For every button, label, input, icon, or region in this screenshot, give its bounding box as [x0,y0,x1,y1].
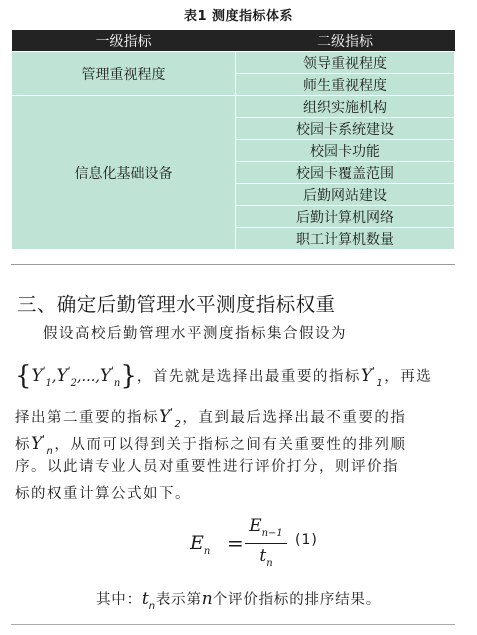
formula-note [0,588,477,612]
y-symbol: Y [56,366,68,386]
subscript: n [266,558,273,569]
t-symbol: t [141,589,149,609]
paragraph-line-6: 标的权重计算公式如下。 [15,486,191,502]
subscript: 1 [45,378,52,389]
subscript: n [203,546,211,557]
ellipsis: ,..., [76,369,100,385]
level2-cell: 后勤网站建设 [236,184,455,206]
prime-mark: ' [42,366,46,377]
table-row [12,96,455,118]
subscript: n [113,378,121,389]
level2-cell: 后勤计算机网络 [236,206,455,228]
n-symbol: n [201,589,213,609]
fraction-bar [245,543,287,544]
prime-mark: ' [67,366,71,377]
table-row [12,52,455,74]
e-symbol: E [249,516,262,536]
y-symbol: Y [360,366,373,386]
prime-mark: ' [170,407,175,418]
header-level1: 一级指标 [12,30,236,52]
subscript: 1 [376,378,385,389]
y-symbol: Y [159,407,171,427]
page-bottom-rule [11,624,455,625]
right-brace: } [120,361,137,391]
table-caption: 表1 测度指标体系 [183,9,294,24]
level2-cell: 职工计算机数量 [236,228,455,250]
level1-cell-management: 管理重视程度 [12,52,236,96]
left-brace: { [15,361,32,391]
weight-formula [190,516,390,576]
text-run: ，直到最后选择出最不重要的指 [182,410,407,426]
y-symbol: Y [31,366,43,386]
level2-cell: 组织实施机构 [236,96,455,118]
level2-cell: 领导重视程度 [236,52,455,74]
subscript: 2 [174,419,183,430]
subscript: 2 [70,378,77,389]
prime-mark: ' [42,434,47,445]
level2-cell: 校园卡覆盖范围 [236,162,455,184]
equals-sign: = [227,531,244,555]
text-run: 表示第 [155,592,202,608]
level1-cell-infrastructure: 信息化基础设备 [12,96,236,250]
table-bottom-rule [11,264,455,265]
prime-mark: ' [372,366,377,377]
formula-numerator [245,516,287,539]
paragraph-line-2 [15,362,462,394]
indicator-table [11,30,455,250]
text-run: 标 [15,437,31,453]
formula-lhs [190,532,210,557]
subscript: n [46,446,55,457]
level2-cell: 师生重视程度 [236,74,455,96]
formula-denominator [245,546,287,569]
paragraph-line-5: 序。以此请专业人员对重要性进行评价打分，则评价指 [15,459,399,475]
text-run: ，从而可以得到关于指标之间有关重要性的排列顺 [54,437,407,453]
text-run: 择出第二重要的指标 [15,410,159,426]
equation-number: (1) [295,532,318,548]
t-symbol: t [259,546,267,566]
text-run: 个评价指标的排序结果。 [212,592,382,608]
subscript: n [148,601,156,612]
comma: , [51,369,57,385]
y-symbol: Y [99,366,112,386]
section-heading: 三、确定后勤管理水平测度指标权重 [17,293,336,316]
text-run: ，再选 [384,369,433,385]
y-symbol: Y [31,434,43,454]
table-header-row [12,30,455,52]
text-run: ，首先就是选择出最重要的指标 [136,369,361,385]
subscript: n−1 [261,528,283,539]
prime-mark: ' [111,366,114,377]
header-level2: 二级指标 [236,30,455,52]
e-symbol: E [190,532,204,554]
text-run: 其中： [95,592,142,608]
set-expression [15,361,137,391]
paragraph-line-1: 假设高校后勤管理水平测度指标集合假设为 [43,326,347,342]
level2-cell: 校园卡系统建设 [236,118,455,140]
level2-cell: 校园卡功能 [236,140,455,162]
